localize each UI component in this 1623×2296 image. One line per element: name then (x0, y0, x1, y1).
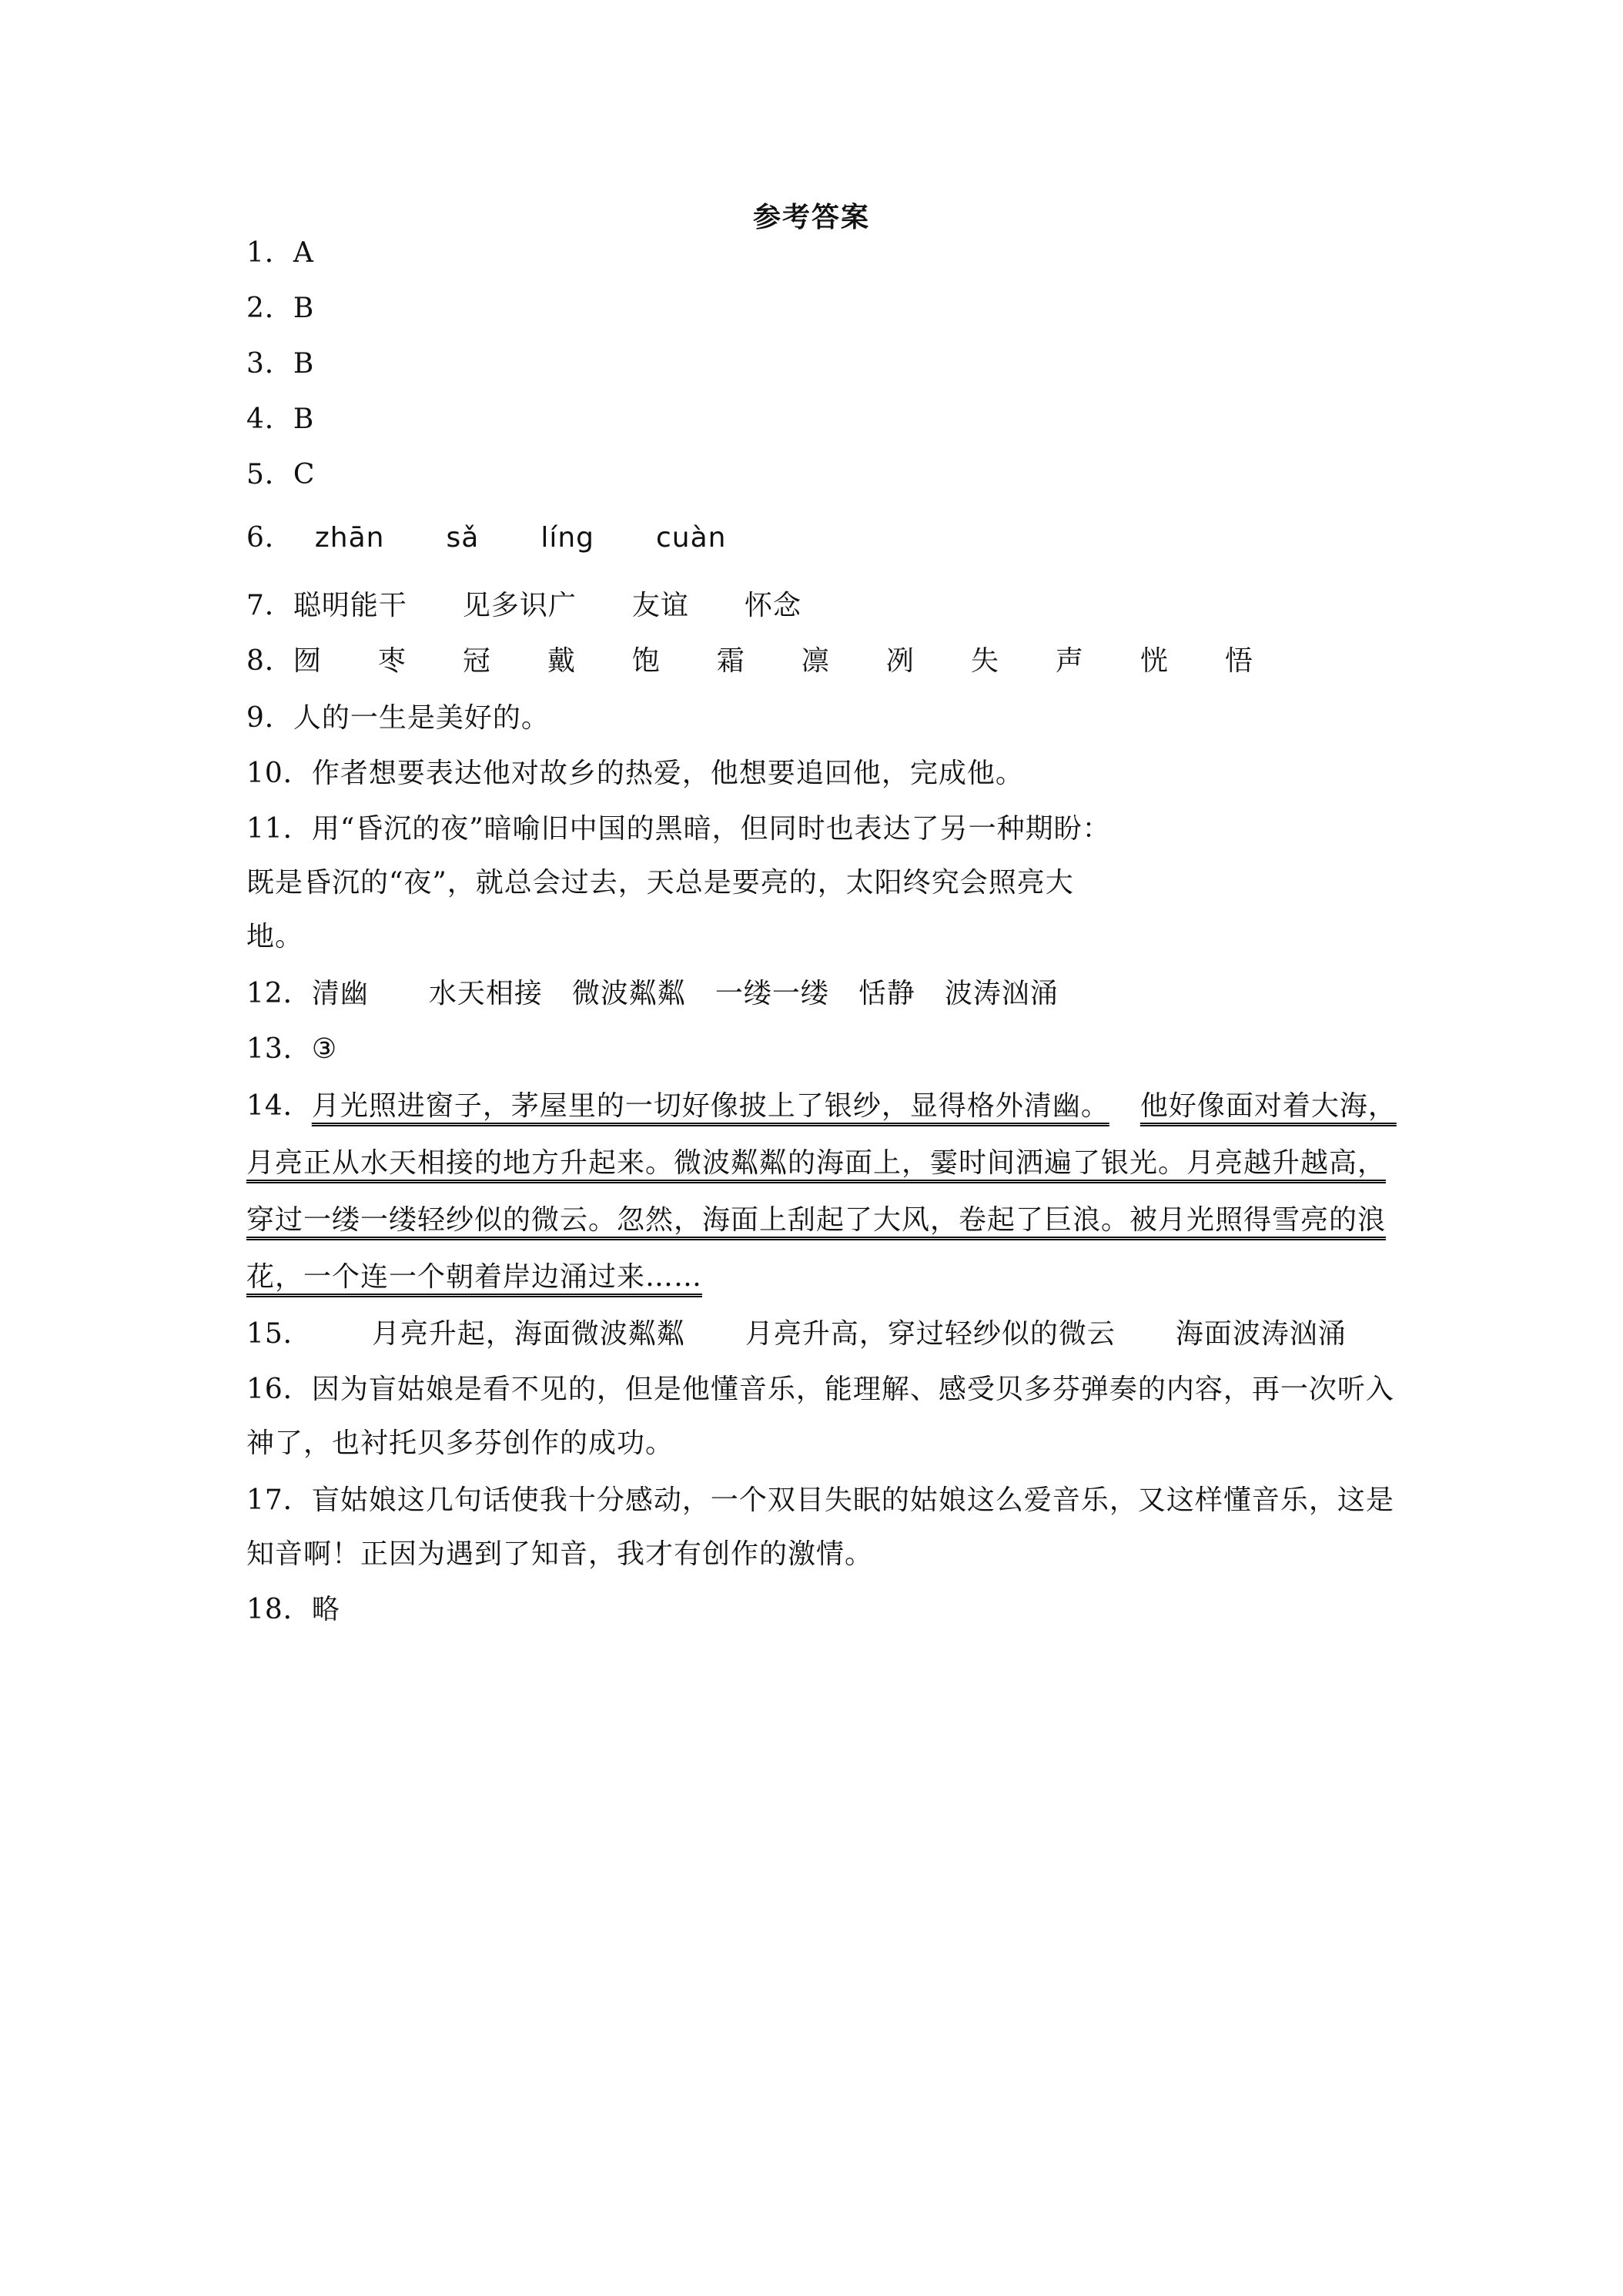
character-item: 失 (970, 645, 999, 677)
underlined-sentence: 花，一个连一个朝着岸边涌过来…… (246, 1261, 703, 1293)
word-item: 怀念 (744, 590, 801, 621)
character-item: 饱 (631, 645, 661, 677)
answer-number: 6． (246, 522, 293, 554)
underlined-sentence: 穿过一缕一缕轻纱似的微云。忽然，海面上刮起了大风，卷起了巨浪。被月光照得雪亮的浪 (246, 1204, 1387, 1236)
character-item: 戴 (547, 645, 576, 677)
underlined-sentence: 月光照进窗子，茅屋里的一切好像披上了银纱，显得格外清幽。 (311, 1090, 1109, 1122)
answer-16-line-2: 神了，也衬托贝多芬创作的成功。 (246, 1427, 674, 1459)
word-item: 清幽 (311, 978, 369, 1009)
answer-number: 5． (246, 459, 293, 490)
answer-text: A (293, 237, 314, 269)
answer-14-line-2 (246, 1141, 1386, 1186)
word-item: 聪明能干 (293, 590, 407, 621)
answer-text: 因为盲姑娘是看不见的，但是他懂音乐，能理解、感受贝多芬弹奏的内容，再一次听入 (311, 1374, 1394, 1405)
answer-number: 14． (246, 1090, 312, 1122)
word-item: 恬静 (858, 978, 915, 1009)
character-item: 凛 (801, 645, 830, 677)
answer-text: 人的一生是美好的。 (293, 702, 550, 734)
answer-text: 略 (311, 1594, 340, 1625)
answer-number: 3． (246, 348, 293, 380)
answer-11-line-2: 既是昏沉的“夜”，就总会过去，天总是要亮的，太阳终究会照亮大 (246, 867, 1074, 899)
answer-number: 13． (246, 1033, 312, 1065)
page-title: 参考答案 (752, 201, 870, 233)
character-item: 枣 (377, 645, 407, 677)
pinyin-item: líng (540, 522, 594, 554)
answer-number: 15． (246, 1318, 312, 1350)
word-item: 一缕一缕 (714, 978, 829, 1009)
answer-10 (246, 751, 1386, 796)
word-item: 水天相接 (428, 978, 543, 1009)
answer-text: 盲姑娘这几句话使我十分感动，一个双目失眠的姑娘这么爱音乐，又这样懂音乐，这是 (311, 1484, 1394, 1516)
answer-14-line-3 (246, 1198, 1386, 1243)
answer-15 (246, 1312, 1386, 1357)
answer-number: 16． (246, 1374, 312, 1405)
answer-text: B (293, 293, 315, 324)
answer-number: 9． (246, 702, 293, 734)
answer-number: 8． (246, 645, 293, 677)
word-item: 见多识广 (462, 590, 577, 621)
word-item: 波涛汹涌 (944, 978, 1059, 1009)
answer-text: 作者想要表达他对故乡的热爱，他想要追回他，完成他。 (311, 758, 1024, 789)
underlined-sentence: 他好像面对着大海， (1139, 1090, 1397, 1122)
answer-12 (246, 972, 1386, 1016)
answer-2 (246, 286, 1386, 331)
pinyin-item: cuàn (656, 522, 727, 554)
phrase-item: 海面波涛汹涌 (1175, 1318, 1347, 1350)
answer-14-line-1 (246, 1084, 1397, 1129)
pinyin-item: sǎ (446, 522, 480, 554)
answer-7 (246, 584, 1386, 628)
word-item: 友谊 (631, 590, 689, 621)
answer-number: 11． (246, 813, 312, 845)
answer-11-line-3: 地。 (246, 921, 304, 952)
answer-text: B (293, 403, 315, 435)
answer-text: B (293, 348, 315, 380)
answer-11-line-1 (246, 807, 1386, 852)
answer-number: 1． (246, 237, 293, 269)
answer-13 (246, 1027, 1386, 1072)
answer-1 (246, 231, 1386, 276)
answer-4 (246, 397, 1386, 442)
answer-number: 10． (246, 758, 312, 789)
phrase-item: 月亮升起，海面微波粼粼 (371, 1318, 685, 1350)
answer-16-line-1 (246, 1367, 1394, 1412)
answer-number: 4． (246, 403, 293, 435)
word-item: 微波粼粼 (571, 978, 686, 1009)
answer-number: 2． (246, 293, 293, 324)
answer-number: 18． (246, 1594, 312, 1625)
character-item: 声 (1055, 645, 1084, 677)
character-item: 悟 (1224, 645, 1253, 677)
answer-number: 17． (246, 1484, 312, 1516)
character-item: 囫 (293, 645, 322, 677)
phrase-item: 月亮升高，穿过轻纱似的微云 (745, 1318, 1116, 1350)
answer-5 (246, 453, 1386, 497)
answer-number: 7． (246, 590, 293, 621)
answer-6 (246, 516, 1386, 561)
answer-text: C (293, 459, 316, 490)
underlined-sentence: 月亮正从水天相接的地方升起来。微波粼粼的海面上，霎时间洒遍了银光。月亮越升越高， (246, 1147, 1387, 1179)
answer-text: 用“昏沉的夜”暗喻旧中国的黑暗，但同时也表达了另一种期盼： (311, 813, 1111, 845)
answer-18 (246, 1588, 1386, 1632)
answer-3 (246, 342, 1386, 387)
answer-8 (246, 639, 1386, 684)
character-item: 冽 (885, 645, 915, 677)
answer-number: 12． (246, 978, 312, 1009)
answer-9 (246, 696, 1386, 741)
pinyin-item: zhān (314, 522, 385, 554)
answer-17-line-2: 知音啊！正因为遇到了知音，我才有创作的激情。 (246, 1538, 874, 1570)
answer-text: ③ (311, 1033, 338, 1065)
character-item: 霜 (716, 645, 745, 677)
answer-14-line-4 (246, 1255, 1386, 1300)
answer-17-line-1 (246, 1478, 1394, 1523)
character-item: 恍 (1139, 645, 1169, 677)
character-item: 冠 (462, 645, 491, 677)
